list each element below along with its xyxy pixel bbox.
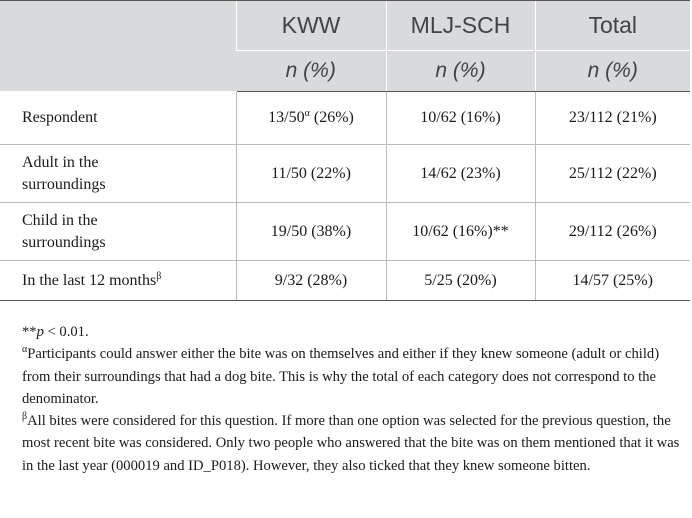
cell-child-total: 29/112 (26%) xyxy=(535,203,690,261)
header-kww: KWW xyxy=(236,1,386,51)
cell-adult-total: 25/112 (22%) xyxy=(535,145,690,203)
table-footnotes xyxy=(22,321,687,477)
cell-last-12-mlj-sch: 5/25 (20%) xyxy=(386,261,535,301)
footnote-beta xyxy=(22,410,687,477)
footnote-alpha xyxy=(22,343,687,410)
footnote-alpha-mark: α xyxy=(22,344,28,356)
footnote-beta-text: All bites were considered for this question. If more than one option was selected for the previous question, the most recent bite was considered. Only two people who answered that the bite was on them mentioned that it was in the last year (000019 and ID_P018). However, they also ticked that they knew someone bitten. xyxy=(22,413,680,474)
footnote-alpha-marker: α xyxy=(304,108,310,119)
header-mlj-sch: MLJ-SCH xyxy=(386,1,535,51)
cell-child-mlj-sch: 10/62 (16%)** xyxy=(386,203,535,261)
footnote-beta-mark: β xyxy=(22,411,28,423)
row-label-line: surroundings xyxy=(22,175,106,193)
row-label-text: In the last 12 months xyxy=(22,271,157,289)
header-kww-unit: n (%) xyxy=(236,51,386,92)
footnote-sig-text: < 0.01. xyxy=(43,324,89,340)
footnote-alpha-text: Participants could answer either the bite was on themselves and either if they knew someone (adult or child) from their surroundings that had a dog bite. This is why the total of each category does not correspond to the denominator. xyxy=(22,346,660,407)
table-row-respondent xyxy=(0,92,690,145)
footnote-sig-prefix: ** xyxy=(22,324,37,340)
table-row-adult xyxy=(0,145,690,203)
cell-last-12-total: 14/57 (25%) xyxy=(535,261,690,301)
header-total-unit: n (%) xyxy=(535,51,690,92)
footnote-sig-p: p xyxy=(36,324,44,340)
header-mlj-sch-unit: n (%) xyxy=(386,51,535,92)
cell-last-12-kww: 9/32 (28%) xyxy=(236,261,386,301)
row-label-respondent: Respondent xyxy=(0,92,236,145)
cell-value-rest: (26%) xyxy=(309,109,354,126)
footnote-significance xyxy=(22,321,687,343)
header-stub xyxy=(0,1,236,92)
cell-value: 13/50 xyxy=(268,109,305,126)
table-row-last-12-months xyxy=(0,261,690,301)
row-label-line: surroundings xyxy=(22,233,106,251)
row-label-line: Child in the xyxy=(22,211,98,229)
cell-respondent-mlj-sch: 10/62 (16%) xyxy=(386,92,535,145)
header-total: Total xyxy=(535,1,690,51)
cell-adult-kww: 11/50 (22%) xyxy=(236,145,386,203)
row-label-last-12-months xyxy=(0,261,236,301)
table-row-child xyxy=(0,203,690,261)
header-row-groups xyxy=(0,1,690,51)
row-label-line: Adult in the xyxy=(22,153,99,171)
row-label-child xyxy=(0,203,236,261)
cell-adult-mlj-sch: 14/62 (23%) xyxy=(386,145,535,203)
footnote-beta-marker: β xyxy=(156,270,162,282)
cell-respondent-total: 23/112 (21%) xyxy=(535,92,690,145)
cell-child-kww: 19/50 (38%) xyxy=(236,203,386,261)
row-label-adult xyxy=(0,145,236,203)
cell-respondent-kww xyxy=(236,92,386,145)
